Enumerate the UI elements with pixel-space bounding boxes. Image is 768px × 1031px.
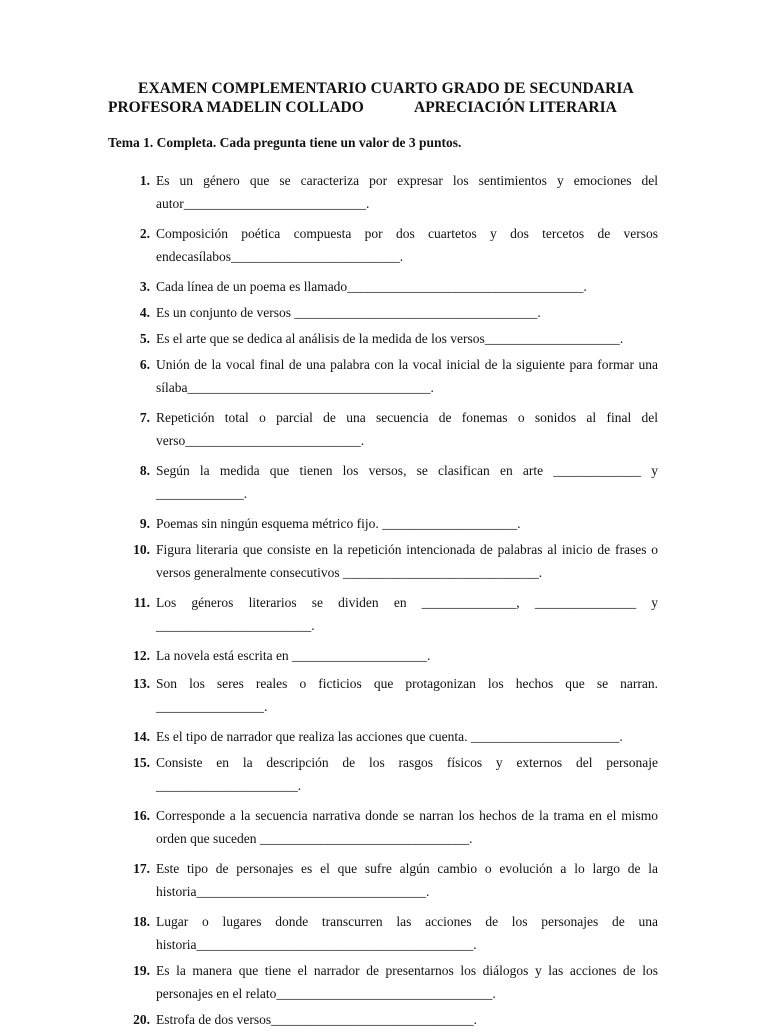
question-number: 2. — [139, 226, 150, 241]
question-number: 12. — [133, 648, 150, 663]
question-item — [108, 751, 658, 797]
exam-subtitle — [108, 98, 658, 118]
question-text: Estrofa de dos versos______________________________. — [156, 1012, 477, 1027]
question-item — [108, 301, 658, 324]
question-number: 10. — [133, 542, 150, 557]
question-item — [108, 1008, 658, 1031]
question-text: Es el tipo de narrador que realiza las acciones que cuenta. ______________________. — [156, 729, 623, 744]
question-text: Corresponde a la secuencia narrativa donde se narran los hechos de la trama en el mismo orden que suceden _______________________________. — [156, 808, 658, 846]
question-text: Son los seres reales o ficticios que protagonizan los hechos que se narran. ________________. — [156, 676, 658, 714]
question-text: Según la medida que tienen los versos, se clasifican en arte _____________ y _____________. — [156, 463, 658, 501]
question-item — [108, 538, 658, 584]
question-text: La novela está escrita en ____________________. — [156, 648, 431, 663]
question-text: Repetición total o parcial de una secuencia de fonemas o sonidos al final del verso__________________________. — [156, 410, 658, 448]
question-number: 9. — [139, 516, 150, 531]
question-item — [108, 327, 658, 350]
question-item — [108, 169, 658, 215]
teacher-name: PROFESORA MADELIN COLLADO — [108, 99, 364, 116]
question-item — [108, 672, 658, 718]
question-text: Este tipo de personajes es el que sufre algún cambio o evolución a lo largo de la historia__________________________________. — [156, 861, 658, 899]
question-number: 8. — [139, 463, 150, 478]
question-number: 4. — [139, 305, 150, 320]
question-text: Es el arte que se dedica al análisis de la medida de los versos____________________. — [156, 331, 624, 346]
question-item — [108, 512, 658, 535]
question-number: 11. — [133, 595, 150, 610]
question-item — [108, 459, 658, 505]
question-text: Figura literaria que consiste en la repetición intencionada de palabras al inicio de frases o versos generalmente consecutivos _____________________________. — [156, 542, 658, 580]
question-number: 20. — [133, 1012, 150, 1027]
section-title: Tema 1. Completa. Cada pregunta tiene un valor de 3 puntos. — [108, 135, 462, 150]
question-item — [108, 353, 658, 399]
question-text: Consiste en la descripción de los rasgos físicos y externos del personaje _____________________. — [156, 755, 658, 793]
question-number: 7. — [139, 410, 150, 425]
question-number: 19. — [133, 963, 150, 978]
question-text: Es un conjunto de versos ____________________________________. — [156, 305, 541, 320]
question-item — [108, 644, 658, 667]
question-item — [108, 591, 658, 637]
question-item — [108, 857, 658, 903]
question-list — [108, 169, 658, 1031]
question-text: Es un género que se caracteriza por expresar los sentimientos y emociones del autor___________________________. — [156, 173, 658, 211]
question-number: 15. — [133, 755, 150, 770]
question-text: Cada línea de un poema es llamado___________________________________. — [156, 279, 587, 294]
question-number: 14. — [133, 729, 150, 744]
question-number: 1. — [139, 173, 150, 188]
question-text: Lugar o lugares donde transcurren las acciones de los personajes de una historia_________________________________________. — [156, 914, 658, 952]
question-number: 16. — [133, 808, 150, 823]
question-text: Los géneros literarios se dividen en ______________, _______________ y _______________________. — [156, 595, 658, 633]
question-text: Es la manera que tiene el narrador de presentarnos los diálogos y las acciones de los personajes en el relato________________________________. — [156, 963, 658, 1001]
question-item — [108, 804, 658, 850]
question-text: Poemas sin ningún esquema métrico fijo. ____________________. — [156, 516, 521, 531]
exam-title: EXAMEN COMPLEMENTARIO CUARTO GRADO DE SECUNDARIA — [138, 80, 634, 97]
question-item — [108, 406, 658, 452]
question-text: Composición poética compuesta por dos cuartetos y dos tercetos de versos endecasílabos_________________________. — [156, 226, 658, 264]
question-number: 5. — [139, 331, 150, 346]
question-number: 3. — [139, 279, 150, 294]
question-number: 18. — [133, 914, 150, 929]
subject-name: APRECIACIÓN LITERARIA — [414, 99, 617, 116]
question-item — [108, 222, 658, 268]
question-number: 17. — [133, 861, 150, 876]
question-item — [108, 959, 658, 1005]
question-item — [108, 910, 658, 956]
question-item — [108, 725, 658, 748]
question-number: 13. — [133, 676, 150, 691]
question-item — [108, 275, 658, 298]
question-number: 6. — [139, 357, 150, 372]
question-text: Unión de la vocal final de una palabra con la vocal inicial de la siguiente para formar una sílaba____________________________________. — [156, 357, 658, 395]
